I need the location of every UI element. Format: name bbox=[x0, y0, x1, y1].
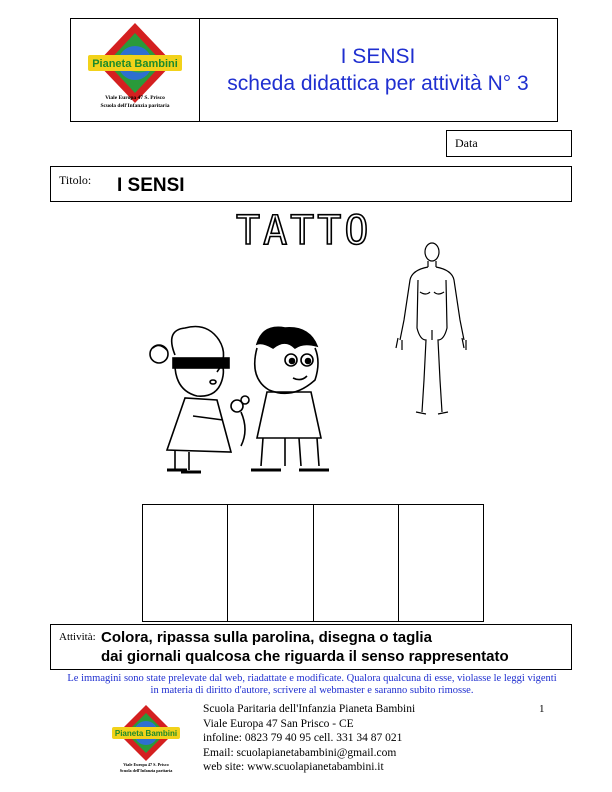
title-value: I SENSI bbox=[117, 175, 185, 196]
footer-phone: infoline: 0823 79 40 95 cell. 331 34 87 021 bbox=[203, 732, 403, 744]
human-body-illustration bbox=[390, 240, 474, 420]
drawing-cell[interactable] bbox=[399, 505, 483, 621]
copyright-note-line2: in materia di diritto d'autore, scrivere al webmaster e saranno subito rimosse. bbox=[150, 685, 474, 696]
drawing-cell[interactable] bbox=[314, 505, 399, 621]
title-field bbox=[50, 166, 572, 202]
svg-text:Pianeta Bambini: Pianeta Bambini bbox=[92, 58, 178, 70]
school-logo bbox=[71, 19, 199, 121]
activity-label: Attività: bbox=[59, 631, 96, 643]
footer-website[interactable]: web site: www.scuolapianetabambini.it bbox=[203, 761, 384, 773]
title-cell bbox=[199, 19, 557, 121]
activity-instruction-line2: dai giornali qualcosa che riguarda il senso rappresentato bbox=[101, 648, 509, 665]
drawing-cell[interactable] bbox=[228, 505, 313, 621]
svg-text:Scuola dell'Infanzia paritaria: Scuola dell'Infanzia paritaria bbox=[119, 768, 173, 773]
date-label: Data bbox=[455, 136, 478, 150]
page-number: 1 bbox=[539, 703, 545, 715]
svg-text:Scuola dell'Infanzia paritaria: Scuola dell'Infanzia paritaria bbox=[100, 103, 170, 109]
activity-instruction-line1: Colora, ripassa sulla parolina, disegna o taglia bbox=[101, 629, 432, 646]
footer-address: Viale Europa 47 San Prisco - CE bbox=[203, 717, 354, 730]
date-field[interactable] bbox=[446, 130, 572, 157]
title-label: Titolo: bbox=[59, 173, 92, 187]
footer-email[interactable]: Email: scuolapianetabambini@gmail.com bbox=[203, 746, 397, 759]
logo-cell bbox=[71, 19, 200, 121]
activity-box bbox=[50, 624, 572, 670]
sheet-title: I SENSI bbox=[340, 45, 416, 68]
header-box bbox=[70, 18, 558, 122]
copyright-note-line1: Le immagini sono state prelevate dal web, riadattate e modificate. Qualora qualcuna di esse, violasse le leggi vigenti bbox=[67, 673, 557, 684]
sheet-subtitle: scheda didattica per attività N° 3 bbox=[227, 72, 529, 95]
tatto-outline-word: TATTO bbox=[236, 208, 372, 254]
footer-contact bbox=[203, 702, 415, 775]
copyright-note bbox=[32, 673, 592, 697]
svg-text:Viale Europa 47 S. Prisco: Viale Europa 47 S. Prisco bbox=[123, 762, 169, 767]
svg-text:Viale Europa 47 S. Prisco: Viale Europa 47 S. Prisco bbox=[105, 95, 165, 101]
children-touch-illustration bbox=[145, 320, 345, 485]
drawing-cell[interactable] bbox=[143, 505, 228, 621]
drawing-grid bbox=[142, 504, 484, 622]
footer-logo bbox=[98, 703, 194, 775]
footer-school-name: Scuola Paritaria dell'Infanzia Pianeta Bambini bbox=[203, 703, 416, 715]
svg-text:Pianeta Bambini: Pianeta Bambini bbox=[114, 729, 178, 738]
